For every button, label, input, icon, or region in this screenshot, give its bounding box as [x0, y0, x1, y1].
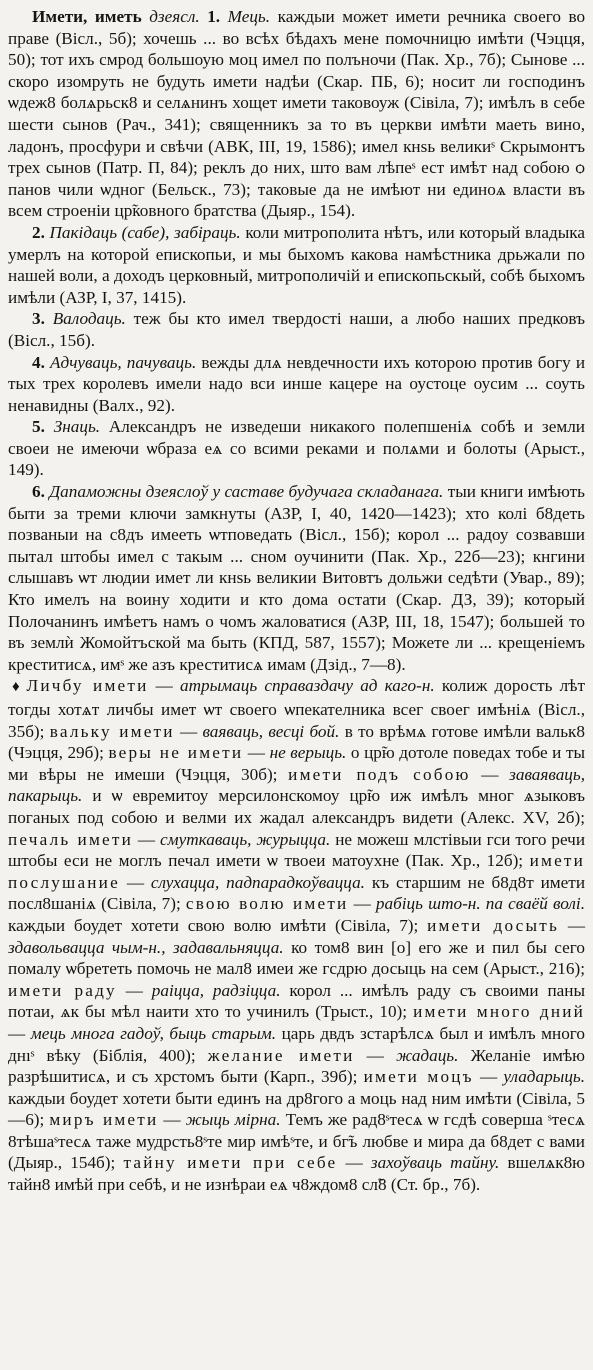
phrase-citation: корол ... имѣлъ раду съ своими паны потаи, ѧк бы мѣл наити хто то учинилъ (Трыст., 10);	[8, 980, 586, 1022]
phrase-dash: —	[116, 980, 152, 1000]
phrase-citation: не можеш млстiвыи гси того речи штобы еси не моглъ печал имети ѡ твоеи матоухне (Пак. Хр., 12б);	[8, 829, 586, 871]
sense-citations: тыи книги имѣють быти за треми ключи замкнуты (АЗР, I, 40, 1420—1423); хто колі б8деть позваныи на с8дъ имееть ѡтповедать (Вісл., 15б); корол ... радоу созвавши пытал штобы имел с такым ... сном оучинити (Пак. Хр., 22б—23); кнгини слышавъ ѡт людии имет ли кнѕь великии Витовтъ дольжи седѣти (Увар., 89); Кто имелъ на воину ходити и кто дома остати (Скар. ДЗ, 39); который Полочанинъ имѣетъ намъ о чомъ жаловатися (АЗР, III, 18, 1547); большей то въ землѝ Жомойтъской ма быть (КПД, 587, 1557); Можете ли ... крещенiемъ креститисѧ, имˢ же азъ креститисѧ имам (Дзід., 7—8).	[8, 482, 586, 674]
sense-number: 5.	[32, 417, 45, 437]
phrase-term: имети раду	[8, 980, 117, 1000]
sense-3	[8, 308, 585, 351]
phrase-citation: ко том8 вин [о] его же и пил бы сего помалу ѡбрететь помочь не мал8 имеи же гсдрю досыць на сем (Арыст., 216);	[8, 937, 585, 979]
sense-gloss: Пакідаць (сабе), забіраць.	[49, 222, 241, 242]
phrase-dash: —	[354, 1045, 397, 1065]
phrase-term: имети досыть	[427, 915, 560, 935]
sense-citations: теж бы кто имел твердості наши, а любо наших предковъ (Вісл., 15б).	[8, 309, 585, 350]
phrase-term: Личбу имети	[26, 676, 149, 696]
phrase-gloss: мець многа гадоў, быць старым.	[30, 1023, 277, 1043]
sense-6	[8, 481, 585, 675]
phrase-dash: —	[243, 743, 270, 763]
sense-4	[8, 352, 585, 417]
phrase-gloss: захоўваць тайну.	[370, 1153, 500, 1173]
phrase-citation: царь двдъ зстарѣлсѧ был и имѣлъ много днıˢ вѣку (Біблія, 400);	[8, 1023, 586, 1065]
phraseology-block	[8, 675, 585, 1195]
phrase-dash: —	[119, 872, 151, 892]
sense-gloss: Дапаможны дзеяслоў у саставе будучага складанага.	[49, 482, 444, 502]
sense-2	[8, 222, 585, 308]
phrase-term: тайну имети при себе	[123, 1153, 338, 1173]
phrase-gloss: уладарыць.	[503, 1067, 586, 1087]
phrase-gloss: заваяваць, пакарыць.	[8, 764, 586, 806]
phrase-term: имети послушание	[8, 851, 586, 892]
part-of-speech: дзеясл.	[149, 7, 200, 26]
phrase-dash: —	[8, 1023, 31, 1043]
headword: Имети, иметь	[32, 7, 142, 26]
sense-number: 3.	[32, 309, 45, 329]
phrase-term: миръ имети	[49, 1110, 159, 1130]
phrase-citation: Желаніе имѣю разрѣшитисѧ, и съ хрстомъ быти (Карп., 39б);	[8, 1045, 586, 1087]
phrase-gloss: смуткаваць, журыцца.	[159, 829, 331, 849]
sense-citations: Александръ не изведеши никакого полепшеніѧ собѣ и земли своеи не имеючи ѡбраза еѧ со всими реками и полѧми и болоты (Арыст., 149).	[8, 417, 586, 480]
phrase-citation: къ старшим не б8д8т имети посл8шаніѧ (Сівіла, 7);	[8, 872, 586, 914]
sense-number: 4.	[32, 352, 45, 372]
phrase-gloss: не верыць.	[269, 743, 347, 763]
phrase-citation: в то врѣмѧ готове имѣли вальк8 (Чэцця, 29б);	[8, 721, 586, 763]
phrase-dash: —	[473, 1067, 504, 1087]
phrase-dash: —	[337, 1153, 371, 1173]
sense-citations: каждыи может имети речника своего во праве (Вісл., 5б); хочешь ... во всѣх бѣдахъ мене помочницю имѣти (Чэцця, 50); тот ихъ смрод большоую моц имел по полъночи (Пак. Хр., 7б); Сынове ... скоро изомруть не будуть имети надѣи (Скар. ПБ, 6); носит ли господинъ ѡдеж8 болѧрьск8 и селѧнинъ хощет имети таковоуж (Сівіла, 7); имѣлъ в себе шести сынов (Рач., 341); священникъ за то въ церкви имѣти маеть вино, ладонъ, просфури и свѣчи (АВК, III, 19, 1586); имел кнѕь великиˢ Скрымонтъ трех сынов (Патр. П, 84); реклъ до них, што вам лѣпеˢ ест имѣт над собою ѻ панов чили ѡдног (Бельск., 73); таковые да не имѣют ни единоѧ власти въ всем строеніи цр̃ковного братства (Дыяр., 154).	[8, 7, 586, 221]
phrase-citation: каждыи боудет хотети свою волю имѣти (Сівіла, 7);	[8, 915, 419, 935]
phrase-dash: —	[174, 721, 203, 741]
phrase-term: свою волю имети	[185, 894, 349, 914]
phrase-gloss: раіцца, радзіцца.	[151, 980, 281, 1000]
sense-gloss: Валодаць.	[52, 309, 126, 329]
phrase-gloss: жыць мірна.	[185, 1110, 281, 1130]
phrase-term: веры не имети	[108, 743, 244, 763]
sense-number: 6.	[32, 482, 45, 502]
phrase-citation: Темъ же рад8ˢтесѧ ѡ гсдѣ соверша ˢтесѧ 8тѣшаˢтесѧ таже мудрсть8ˢте мир имѣˢте, и бг̃ъ любве и мира да б8дет с вами (Дыяр., 154б);	[8, 1110, 585, 1173]
sense-gloss: Знаць.	[53, 417, 101, 437]
sense-gloss: Адчуваць, пачуваць.	[50, 352, 197, 372]
phrase-dash: —	[559, 915, 585, 935]
dictionary-entry	[8, 6, 585, 1196]
phrase-dash: —	[470, 764, 510, 784]
phrase-dash: —	[132, 829, 160, 849]
phrase-dash: —	[148, 676, 180, 696]
phrase-citation: и ѡ евремитоу мерсилонскомоу цр̃ю иж имѣлъ мног ѧзыковъ поганых под собою и велми их жадал александръ видети (Алекс. XV, 2б);	[8, 786, 585, 827]
phrase-term: имети много дний	[413, 1002, 586, 1022]
phrase-term: имети моцъ	[363, 1067, 474, 1087]
phrase-term: вальку имети	[49, 721, 175, 741]
phrase-dash: —	[158, 1110, 186, 1130]
phrase-term: желание имети	[207, 1045, 355, 1065]
phrase-citation: о цр̃ю дотоле поведах тобе и ты ми вѣры не имеши (Чэцця, 30б);	[8, 743, 586, 784]
phrase-citation: каждыи боудет хотети быти единъ на др8гого а моць над ним имѣти (Сівіла, 5—6);	[8, 1088, 585, 1130]
phrase-gloss: рабіць што-н. па сваёй волі.	[375, 894, 585, 914]
phrase-gloss: ваяваць, весці бой.	[202, 721, 340, 741]
phrase-citation: колиж дорость лѣт тогды хотѧт личбы имет ѡт своего ѡпекателника всег своег имѣнiѧ (Вісл., 35б);	[8, 676, 586, 741]
phrase-gloss: атрымаць справаздачу ад каго-н.	[179, 676, 435, 696]
sense-5	[8, 416, 585, 481]
phrase-gloss: жадаць.	[396, 1045, 459, 1065]
phrase-dash: —	[348, 894, 376, 914]
sense-citations: вежды длѧ невдечности ихъ которою против богу и тых трех королевъ имели надо вси инше кацере на оустоце оусим ... соуть ненавидны (Валх., 92).	[8, 352, 586, 415]
phrase-term: имети подъ собою	[288, 764, 471, 784]
phrase-gloss: слухаццa, падпарадкоўвацца.	[150, 872, 365, 892]
phrase-citation: вшелѧк8ю тайн8 имѣй при себѣ, и не изнѣраи еѧ ч8ждом8 сл̃8 (Ст. бр., 7б).	[8, 1153, 586, 1195]
sense-1	[8, 6, 585, 222]
phrase-term: печаль имети	[8, 829, 133, 849]
sense-number: 1.	[207, 7, 221, 26]
sense-gloss: Мець.	[227, 7, 271, 26]
diamond-icon: ♦	[12, 679, 23, 696]
sense-citations: коли митрополита нѣтъ, или который владыка умерлъ на которой епископьи, и мы быхомъ какова намѣстника дрьжали по нашей воли, а доходъ церковный, митрополичій и епископьскый, собѣ быхомъ имѣли (АЗР, I, 37, 1415).	[8, 222, 586, 307]
phrase-item	[8, 830, 585, 871]
sense-number: 2.	[32, 222, 45, 242]
phrase-gloss: здавольвацца чым-н., задавальняцца.	[8, 937, 284, 957]
